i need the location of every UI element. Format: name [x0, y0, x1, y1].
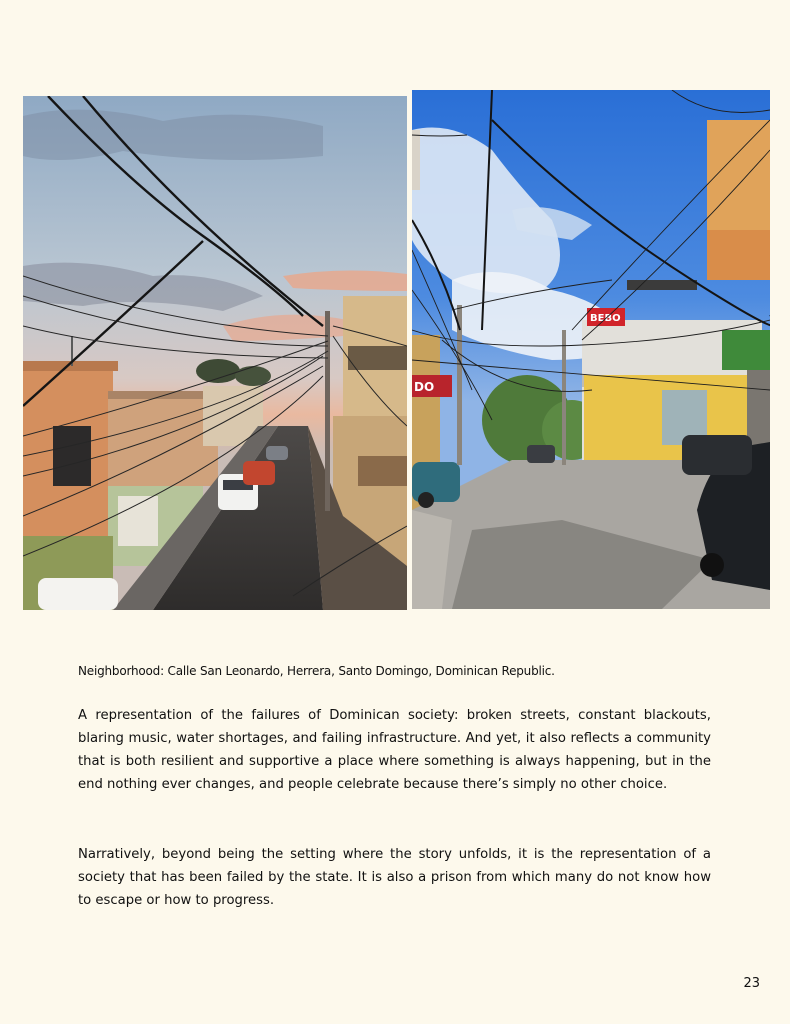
shop-sign-bebo: BEBO	[590, 313, 621, 324]
body-paragraph: Narratively, beyond being the setting where the story unfolds, it is the representation of a society that has been failed by the state. It is also a prison from which many do not know how to escape or how to progress.	[78, 847, 711, 908]
street-photo-dusk	[23, 96, 407, 610]
street-photo-daytime	[412, 90, 770, 609]
photo-caption: Neighborhood: Calle San Leonardo, Herrera, Santo Domingo, Dominican Republic.	[78, 664, 555, 678]
page-number: 23	[743, 976, 760, 991]
shop-sign-left: DO	[414, 380, 435, 394]
body-paragraph: A representation of the failures of Dominican society: broken streets, constant blackouts, blaring music, water shortages, and failing infrastructure. And yet, it also reflects a community that is both resilient and supportive a place where something is always happening, but in the end nothing ever changes, and people celebrate because there’s simply no other choice.	[78, 708, 711, 792]
